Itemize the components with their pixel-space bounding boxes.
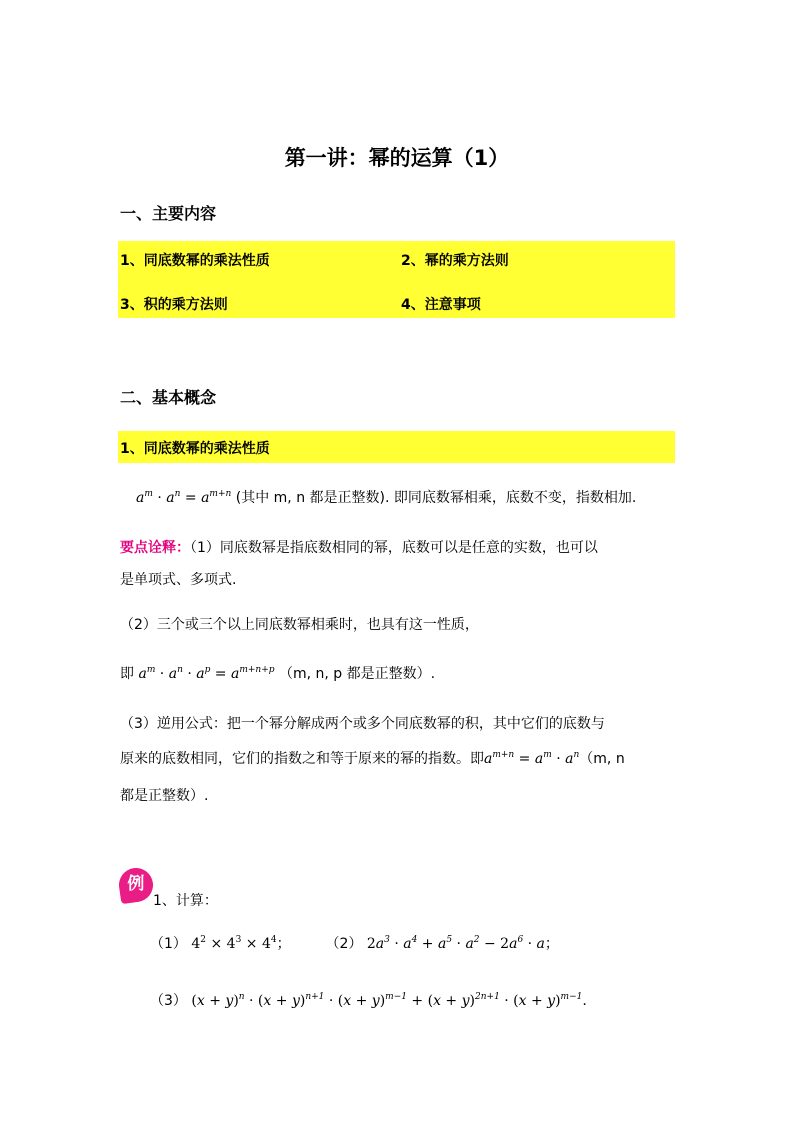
problem2-expression: $2a^3 \cdot a^4 + a^5 \cdot a^2 - 2a^6 \cdot a$； xyxy=(366,935,559,952)
note2-text: （2）三个或三个以上同底数幂相乘时，也具有这一性质， xyxy=(120,617,479,633)
note1-text-b: 是单项式、多项式. xyxy=(120,572,237,588)
example-problem-line-1 xyxy=(150,933,559,953)
formula-three-powers: $a^m \cdot a^n \cdot a^p = a^{m+n+p}$ xyxy=(138,665,275,682)
note2-suffix: （m, n, p 都是正整数）. xyxy=(279,666,436,682)
sub-heading-highlight-box xyxy=(118,431,675,463)
note2-formula-line xyxy=(120,663,435,683)
example-problem-line-3 xyxy=(150,990,587,1010)
content-item-2: 2、幂的乘方法则 xyxy=(401,253,509,269)
example-badge-label: 例 xyxy=(127,874,145,895)
problem1-expression: $4^2 \times 4^3 \times 4^4$； xyxy=(191,935,291,952)
problem3-expression: $(x + y)^n \cdot (x + y)^{n+1} \cdot (x + y)^{m-1} + (x + y)^{2n+1} \cdot (x + y)^{m-1}$. xyxy=(191,992,587,1009)
product-rule-text: (其中 m, n 都是正整数). 即同底数幂相乘，底数不变，指数相加. xyxy=(235,490,637,506)
content-item-3: 3、积的乘方法则 xyxy=(120,297,228,313)
section-heading-main-content: 一、主要内容 xyxy=(120,204,217,223)
problem1-label: （1） xyxy=(150,936,187,952)
note3-text-b: 原来的底数相同，它们的指数之和等于原来的幂的指数。即 xyxy=(120,751,484,767)
note3-suffix: （m, n xyxy=(579,751,625,767)
section-heading-basic-concepts: 二、基本概念 xyxy=(120,388,217,407)
sub-heading-product-rule: 1、同底数幂的乘法性质 xyxy=(120,441,270,457)
formula-product-rule: $a^m \cdot a^n = a^{m+n}$ xyxy=(136,489,232,506)
example-badge-icon xyxy=(117,866,155,904)
note-line-1 xyxy=(120,537,598,557)
note3-text-c: 都是正整数）. xyxy=(120,788,209,804)
formula-reverse: $a^{m+n} = a^m \cdot a^n$ xyxy=(484,750,580,767)
problem3-label: （3） xyxy=(150,993,187,1009)
problem2-label: （2） xyxy=(325,936,363,952)
product-rule-line xyxy=(136,487,636,507)
note3-text-a: （3）逆用公式：把一个幂分解成两个或多个同底数幂的积，其中它们的底数与 xyxy=(120,716,605,732)
content-item-4: 4、注意事项 xyxy=(401,297,481,313)
note3-line-b xyxy=(120,748,625,768)
page-title: 第一讲：幂的运算（1） xyxy=(284,146,510,170)
main-content-highlight-box xyxy=(118,241,675,318)
example-heading: 1、计算： xyxy=(153,893,218,909)
note2-prefix: 即 xyxy=(120,666,134,682)
note-label: 要点诠释： xyxy=(120,540,190,556)
note1-text-a: （1）同底数幂是指底数相同的幂，底数可以是任意的实数，也可以 xyxy=(190,540,598,556)
content-item-1: 1、同底数幂的乘法性质 xyxy=(120,253,270,269)
